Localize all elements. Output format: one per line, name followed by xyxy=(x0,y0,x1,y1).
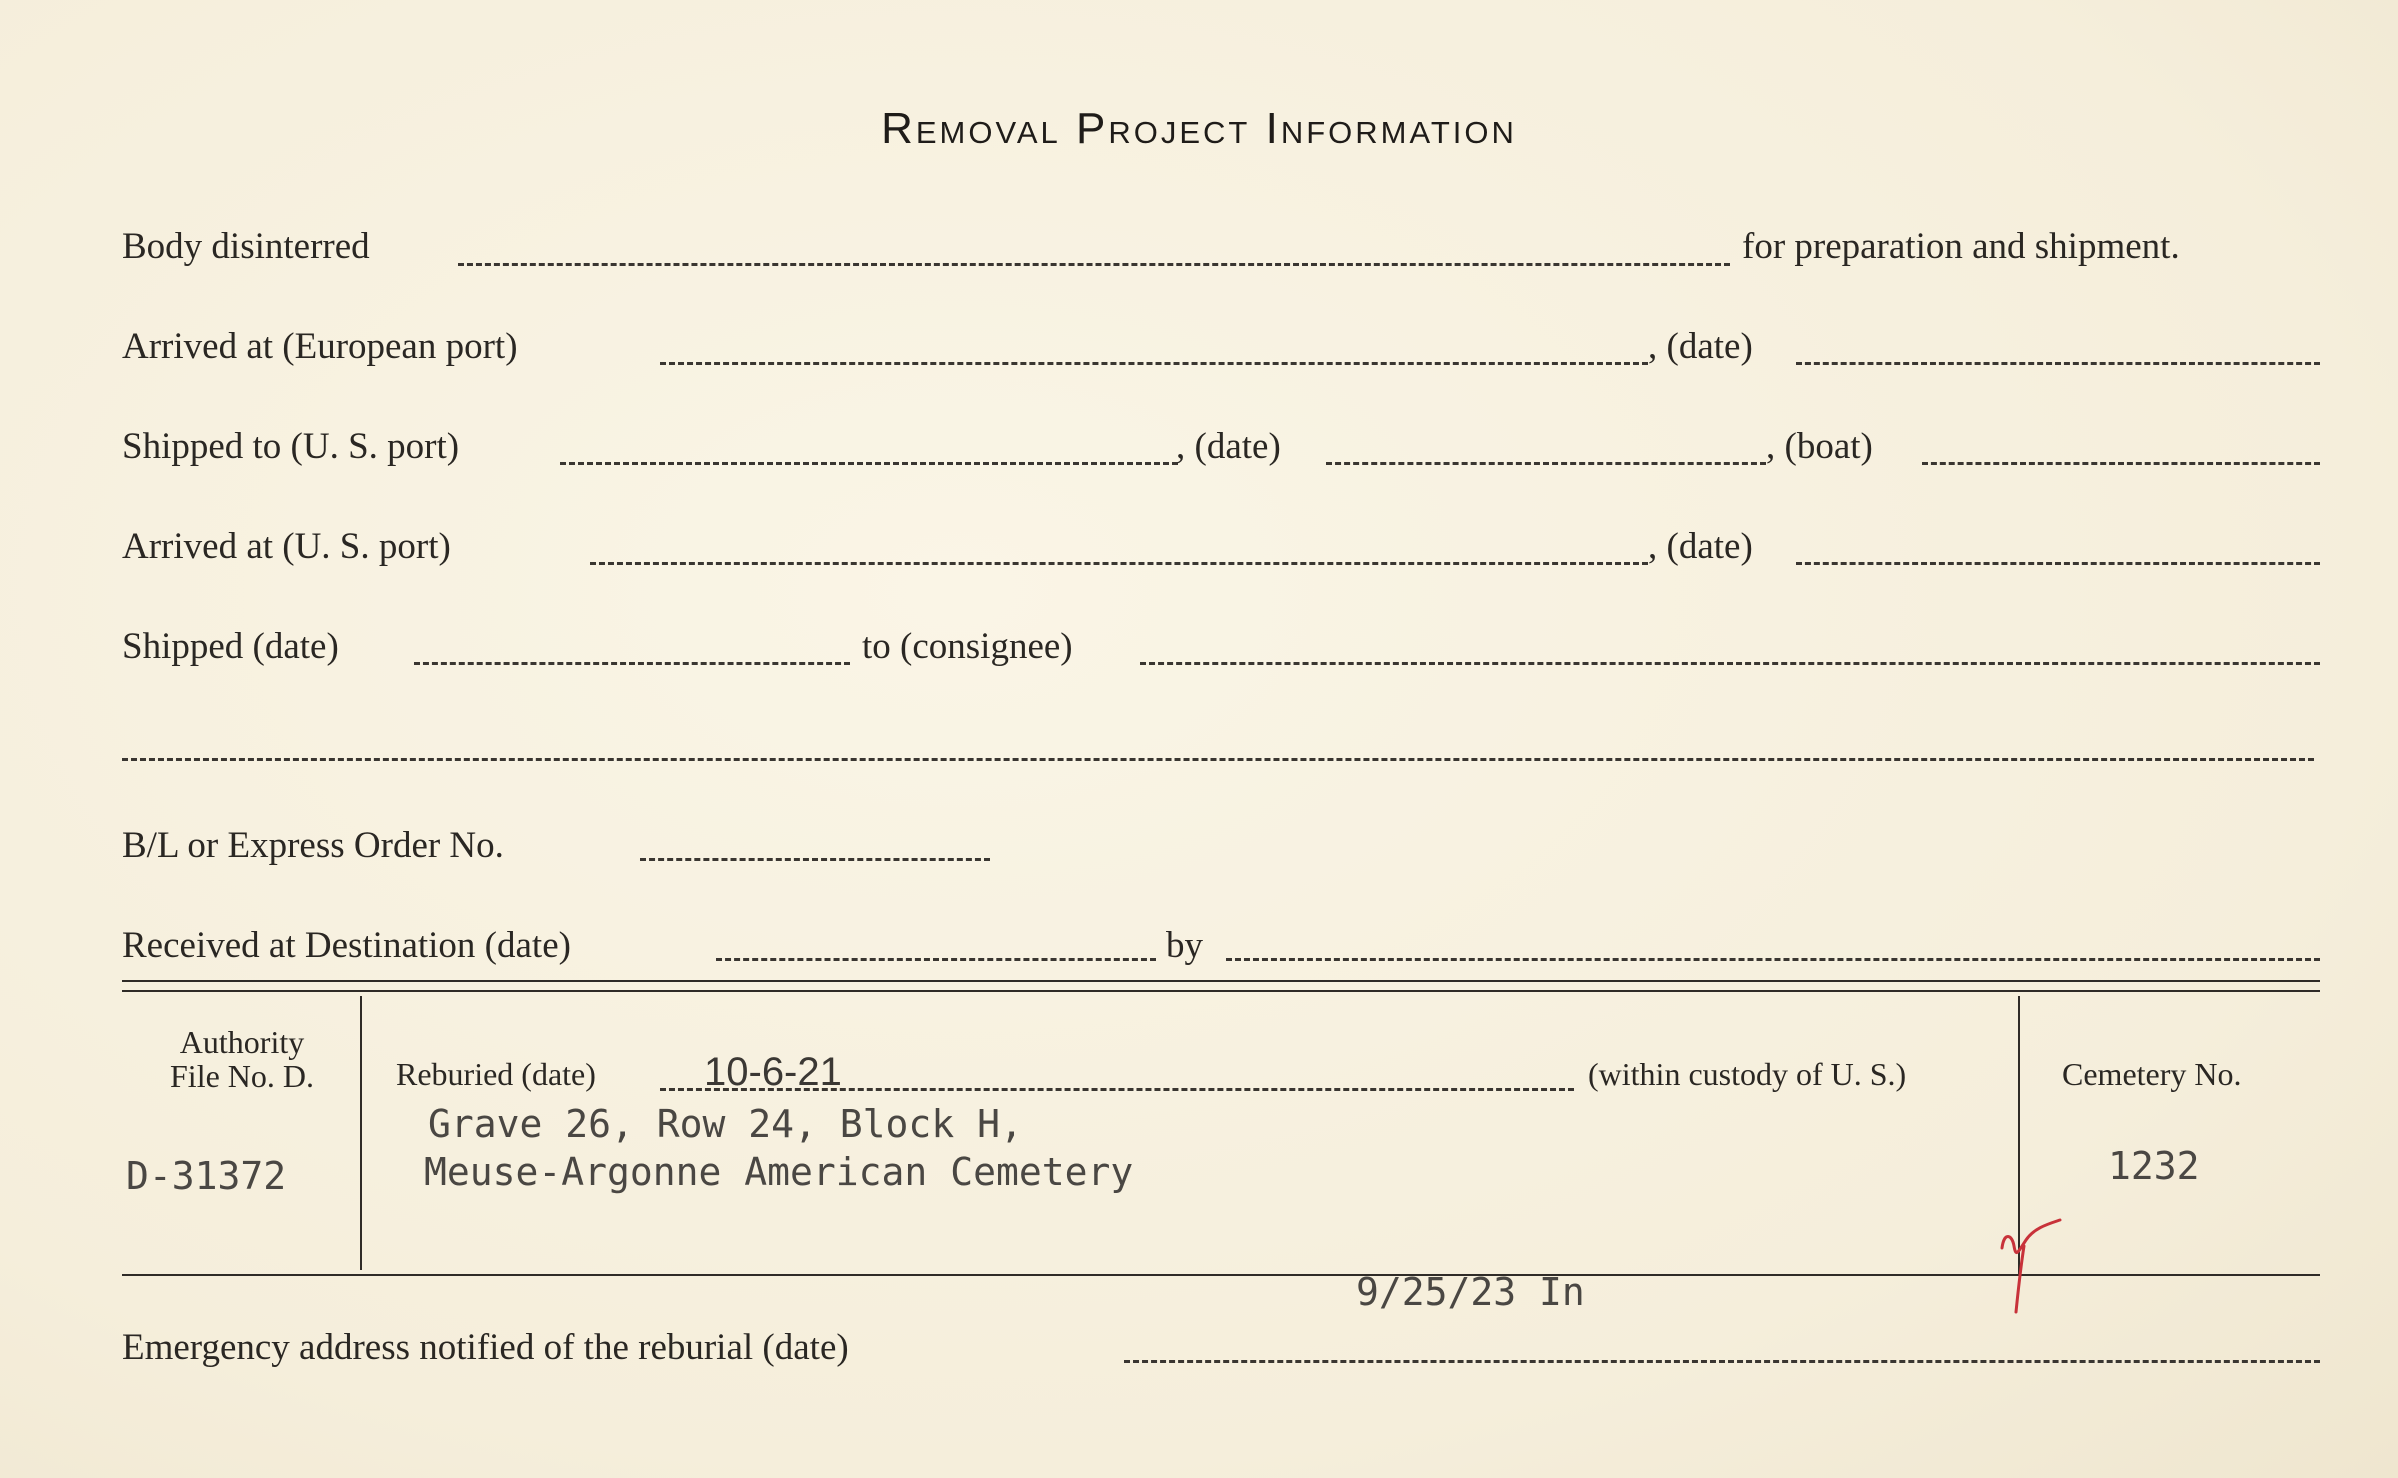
arrived-us-field xyxy=(590,562,1648,565)
shipped-to-date-field xyxy=(1326,462,1766,465)
authority-header-line1: Authority xyxy=(179,1024,305,1060)
shipped-to-field xyxy=(560,462,1178,465)
received-by-label: by xyxy=(1166,925,1203,966)
page-title: Removal Project Information xyxy=(881,104,1517,153)
cemetery-label: Cemetery No. xyxy=(2062,1056,2242,1092)
emergency-label: Emergency address notified of the reburial (date) xyxy=(122,1327,849,1368)
consignee-field xyxy=(1140,662,2320,665)
received-destination-field xyxy=(716,958,1156,961)
shipped-to-boat-field xyxy=(1922,462,2320,465)
authority-file-number: D-31372 xyxy=(126,1154,287,1198)
emergency-date-field xyxy=(1124,1360,2320,1363)
shipped-date-field xyxy=(414,662,850,665)
body-disinterred-label: Body disinterred xyxy=(122,226,370,267)
reburied-label: Reburied (date) xyxy=(396,1056,596,1092)
reburied-date-value: 10-6-21 xyxy=(704,1050,842,1094)
received-destination-label: Received at Destination (date) xyxy=(122,925,571,966)
arrived-european-date-field xyxy=(1796,362,2320,365)
consignee-label: to (consignee) xyxy=(862,626,1073,667)
arrived-european-field xyxy=(660,362,1648,365)
bl-order-field xyxy=(640,858,990,861)
cemetery-name-line2: Meuse-Argonne American Cemetery xyxy=(424,1150,1134,1194)
body-disinterred-field xyxy=(458,263,1730,266)
emergency-stamp: 9/25/23 In xyxy=(1356,1270,1585,1314)
shipped-to-boat-label: , (boat) xyxy=(1766,426,1873,467)
blank-line xyxy=(122,758,2314,761)
received-by-field xyxy=(1226,958,2320,961)
custody-label: (within custody of U. S.) xyxy=(1588,1056,1907,1092)
shipped-to-label: Shipped to (U. S. port) xyxy=(122,426,460,467)
arrived-us-date-label: , (date) xyxy=(1648,526,1753,567)
body-disinterred-suffix: for preparation and shipment. xyxy=(1742,226,2180,267)
arrived-us-label: Arrived at (U. S. port) xyxy=(122,526,451,567)
top-double-rule-1 xyxy=(122,980,2320,982)
grave-location-line1: Grave 26, Row 24, Block H, xyxy=(428,1102,1023,1146)
bl-order-label: B/L or Express Order No. xyxy=(122,825,504,866)
cemetery-number: 1232 xyxy=(2108,1144,2200,1188)
top-double-rule-2 xyxy=(122,990,2320,992)
arrived-us-date-field xyxy=(1796,562,2320,565)
red-check-mark-icon xyxy=(1990,1212,2080,1322)
shipped-date-label: Shipped (date) xyxy=(122,626,339,667)
shipped-to-date-label: , (date) xyxy=(1176,426,1281,467)
arrived-european-label: Arrived at (European port) xyxy=(122,326,518,367)
arrived-european-date-label: , (date) xyxy=(1648,326,1753,367)
authority-header-line2: File No. D. xyxy=(170,1058,314,1094)
